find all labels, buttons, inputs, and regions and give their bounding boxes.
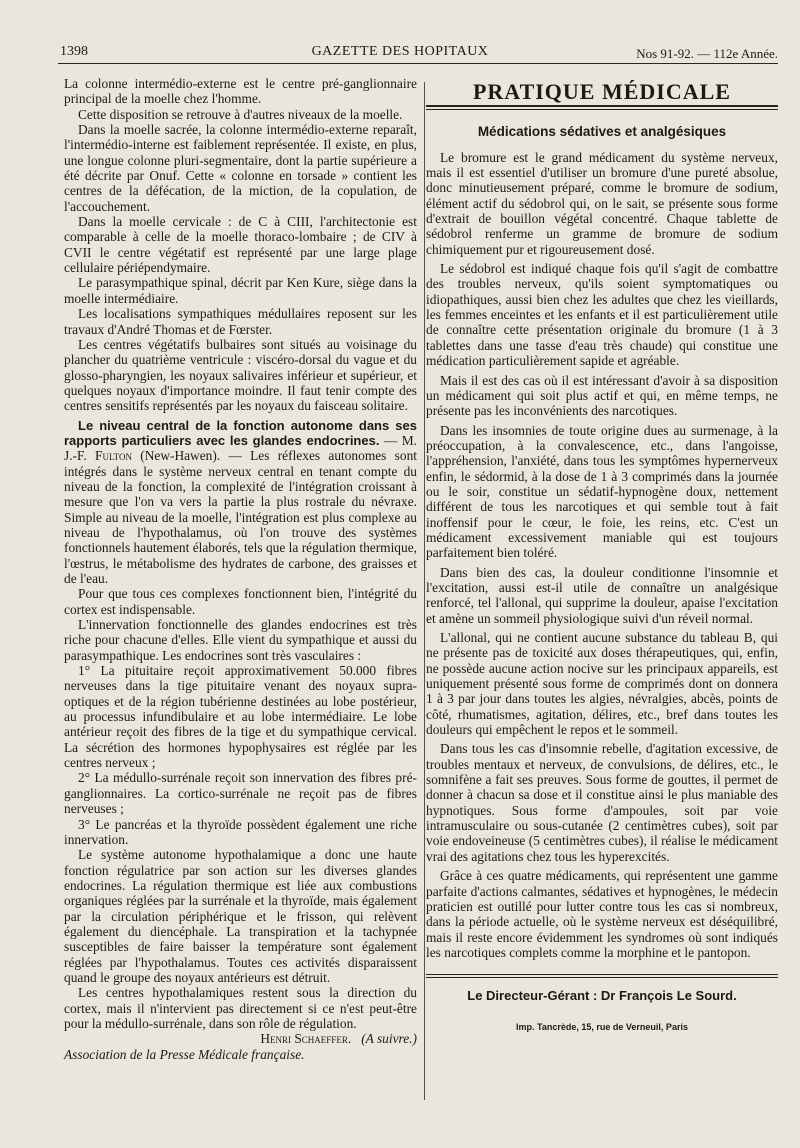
paragraph: Pour que tous ces complexes fonctionnent bien, l'intégrité du cortex est indispensable. (64, 586, 417, 617)
paragraph: La colonne intermédio-externe est le centre pré-ganglionnaire principal de la moelle chez l'homme. (64, 76, 417, 107)
author-lead: — M. J.-F. (64, 432, 417, 464)
signer-name: Henri Schaeffer. (260, 1031, 352, 1047)
article-paragraph (64, 418, 417, 587)
paragraph: Dans la moelle sacrée, la colonne intermédio-externe reparaît, l'intermédio-interne est faiblement représentée. Il existe, en plus, une longue colonne pluri-segmentaire, dont la partie supérieure a été décrite par Onuf. Cette « colonne en torsade » contient les centres de la défécation, de la miction, de la copulation, de l'accouchement. (64, 122, 417, 214)
paragraph: 1° La pituitaire reçoit approximativement 50.000 fibres nerveuses dans la tige pituitaire venant des noyaux supra-optiques et de la région tubérienne destinées au lobe postérieur, au processus infundibulaire et au lobe intermédiaire. Le lobe antérieur reçoit des fibres de la tige et du sympathique cervical. La sécrétion des hormones hypophysaires est réglée par les centres nerveux ; (64, 663, 417, 771)
paragraph: Dans la moelle cervicale : de C à CIII, l'architectonie est comparable à celle de la moelle thoraco-lombaire ; de CIV à CVII le centre végétatif est représenté par une large plage cellulaire périépendymaire. (64, 214, 417, 276)
header-rule (58, 63, 778, 64)
page-number: 1398 (60, 44, 88, 59)
paragraph: Dans les insomnies de toute origine dues au surmenage, à la préoccupation, à la convalescence, etc., dans l'angoisse, l'appréhension, l'anxiété, dans tous les symptômes hypernerveux enfin, le sédormid, à la dose de 1 à 3 comprimés dans la journée ou le soir, constitue un sédatif-hypnogène doux, nettement différent de tous les narcotiques et qui semble tout à fait inoffensif pour le cœur, le foie, les reins, etc. C'est un médicament excessivement maniable qui est toujours parfaitement bien toléré. (426, 422, 778, 561)
paragraph: 2° La médullo-surrénale reçoit son innervation des fibres pré-ganglionnaires. La cortico-surrénale ne reçoit pas de fibres nerveuses ; (64, 770, 417, 817)
paragraph: Les centres hypothalamiques restent sous la direction du cortex, mais il n'intervient pas directement si ce n'est peut-être pour la médullo-surrénale, dans son rôle de régulation. (64, 985, 417, 1031)
paragraph: Les localisations sympathiques médullaires reposent sur les travaux d'André Thomas et de Fœrster. (64, 306, 417, 337)
paragraph: L'allonal, qui ne contient aucune substance du tableau B, qui ne présente pas de toxicité aux doses thérapeutiques, qui, enfin, ne possède aucune action nocive sur les principaux appareils, est uniquement présenté sous forme de comprimés dont on donnera 1 à 3 par jour dans toutes les algies, névralgies, abcès, points de côté, rhumatismes, agitation, délires, etc., bref dans toutes les douleurs qui empêchent le repos et le sommeil. (426, 630, 778, 738)
paragraph: Le sédobrol est indiqué chaque fois qu'il s'agit de combattre des troubles nerveux, qu'ils soient symptomatiques ou idiopathiques, aussi bien chez les adultes que chez les vieillards, les femmes enceintes et les enfants et il est particulièrement utile de connaître cette présentation originale du bromure (1 à 3 tablettes dans une tasse d'eau très chaude) qui constitue une médication particulièrement sapide et agréable. (426, 261, 778, 369)
paragraph: Grâce à ces quatre médicaments, qui représentent une gamme parfaite d'actions calmantes, sédatives et hypnogènes, le médecin praticien est outillé pour lutter contre tous les cas si nombreux, dans la période actuelle, où le système nerveux est déséquilibré, mais il reste encore évidemment les syndromes où sont indiqués les narcotiques complets comme la morphine et le pantopon. (426, 868, 778, 960)
author-name: Fulton (95, 448, 132, 464)
issue-number: Nos 91-92. — 112e Année. (636, 46, 778, 61)
paragraph: Dans tous les cas d'insomnie rebelle, d'agitation excessive, de troubles mentaux et nerveux, de convulsions, de délires, etc., le somnifène a fait ses preuves. Sous forme de gouttes, il permet de donner à chacun sa dose et il constitue ainsi le plus maniable des hypnotiques. Sous forme d'ampoules, soit par voie intramusculaire ou sous-cutanée (2 centimètres cubes), soit par voie endoveineuse (5 centimètres cubes), il réalise le médicament vrai des agitations chez tous les hyperexcités. (426, 741, 778, 864)
paragraph: Dans bien des cas, la douleur conditionne l'insomnie et l'excitation, aussi est-il utile de connaître un analgésique renforcé, tel l'allonal, qui supprime la douleur, apaise l'excitation et amène un sommeil physiologique suivi d'un réveil normal. (426, 564, 778, 626)
article-heading: Le niveau central de la fonction autonome dans ses rapports particuliers avec les glandes endocrines. (64, 417, 417, 448)
to-be-continued: (A suivre.) (361, 1031, 417, 1047)
column-divider (424, 82, 425, 1100)
paragraph: L'innervation fonctionnelle des glandes endocrines est très riche pour chacune d'elles. Elle vient du sympathique et aussi du parasympathique. Les endocrines sont très vasculaires : (64, 617, 417, 663)
director-line: Le Directeur-Gérant : Dr François Le Sourd. (467, 988, 737, 1004)
paragraph: Le système autonome hypothalamique a donc une haute fonction régulatrice par son action sur les diverses glandes endocrines. La régulation thermique est liée aux combustions organiques réglées par la surrénale et la thyroïde, mais également par la circulation périphérique et le frisson, qui relèvent également du diencéphale. La transpiration et la tachypnée susceptibles de faire baisser la température sont également réglées par l'hypothalamus. Toutes ces activités disparaissent quand le groupe des noyaux antérieurs est détruit. (64, 847, 417, 985)
printer-line: Imp. Tancrède, 15, rue de Verneuil, Paris (516, 1021, 688, 1032)
paragraph: 3° Le pancréas et la thyroïde possèdent également une riche innervation. (64, 816, 417, 847)
paragraph: Le bromure est le grand médicament du système nerveux, mais il est essentiel d'utiliser un bromure d'une pureté absolue, donc minutieusement préparé, comme le bromure de sodium, élément actif du sédobrol qui, on le sait, se présente sous forme d'extrait de bouillon végétal concentré. Chaque tablette de sédobrol renferme un gramme de bromure de sodium chimiquement pur et rigoureusement dosé. (426, 149, 778, 257)
end-rule (426, 974, 778, 978)
right-column (426, 79, 778, 1035)
section-rule (426, 105, 778, 110)
article-subtitle: Médications sédatives et analgésiques (477, 124, 727, 140)
paragraph: Les centres végétatifs bulbaires sont situés au voisinage du plancher du quatrième ventricule : viscéro-dorsal du vague et du glosso-pharyngien, les noyaux salivaires inférieur et supérieur, et quelques noyaux d'importance moindre. Il faut tenir compte des centres sensitifs représentés par les noyaux du faisceau solitaire. (64, 336, 417, 414)
paragraph: Cette disposition se retrouve à d'autres niveaux de la moelle. (78, 106, 403, 122)
paragraph: Mais il est des cas où il est intéressant d'avoir à sa disposition un médicament qui soit plus actif et qui, en même temps, ne présente pas les inconvénients des narcotiques. (426, 372, 778, 419)
signature-line (64, 1031, 417, 1046)
journal-title: GAZETTE DES HOPITAUX (311, 44, 489, 59)
section-title: PRATIQUE MÉDICALE (472, 79, 731, 104)
paragraph: Le parasympathique spinal, décrit par Ken Kure, siège dans la moelle intermédiaire. (64, 275, 417, 306)
left-column (64, 76, 417, 1062)
association-credit: Association de la Presse Médicale française. (64, 1046, 305, 1062)
paragraph-text: (New-Hawen). — Les réflexes autonomes sont intégrés dans le système nerveux central en tenant compte du niveau de la fonction, la complexité de l'intégration croissant à mesure que l'on va vers la partie la plus rostrale du névraxe. Simple au niveau de la moelle, l'intégration est plus complexe au niveau de l'hypothalamus, où l'on trouve des systèmes fonctionnels hautement élaborés, tels que la régulation thermique, l'œstrus, le métabolisme des hydrates de carbone, des graisses et de l'eau. (64, 448, 417, 586)
